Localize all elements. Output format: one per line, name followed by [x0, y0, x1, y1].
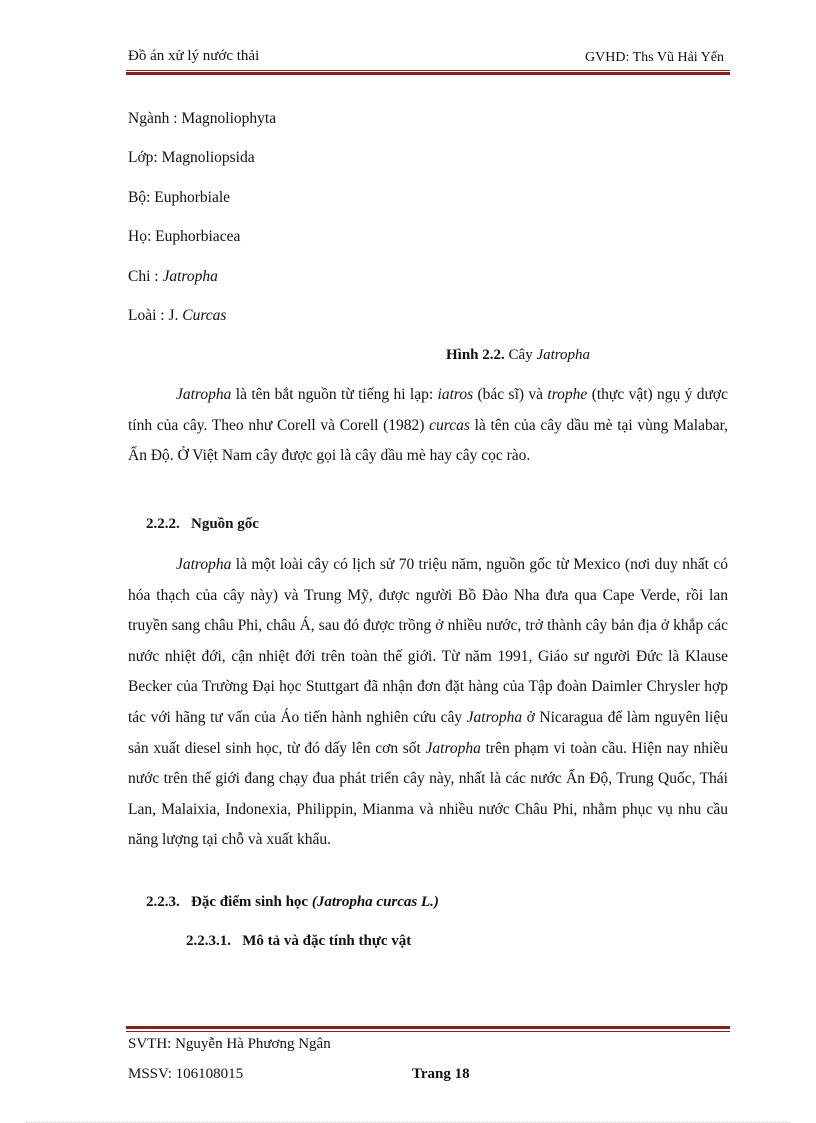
origin-term: Jatropha — [176, 556, 232, 573]
section-heading-223 — [146, 894, 439, 911]
intro-term: trophe — [547, 386, 588, 403]
footer-student-id: MSSV: 106108015 — [128, 1066, 244, 1082]
figure-caption — [446, 347, 590, 364]
header-advisor: GVHD: Ths Vũ Hải Yến — [585, 50, 724, 65]
footer-rule-thin — [126, 1031, 730, 1032]
intro-term: curcas — [429, 416, 470, 434]
figure-caption-label: Hình 2.2. — [446, 347, 505, 363]
taxonomy-family — [128, 228, 240, 246]
origin-text: là một loài cây có lịch sử 70 triệu năm, nguồn gốc từ Mexico (nơi duy nhất có hóa thạch của cây này) và Trung Mỹ, được người Bồ Đào Nha đưa qua Cape Verde, rồi lan truyền sang châu Phi, châu Á, sau đó được trồng ở nhiều nước, trở thành cây bản địa ở khắp các nước nhiệt đới, cận nhiệt đới trên toàn thế giới. Từ năm 1991, Giáo sư người Đức là Klause Becker của Trường Đại học Stuttgart đã nhận đơn đặt hàng của Tập đoàn Daimler Chrysler hợp tác với hãng tư vấn của Áo tiến hành nghiên cứu cây — [128, 556, 728, 726]
intro-text: (thực vật) ngụ ý dược tính của cây. Theo như Corell và Corell (1982) — [128, 386, 728, 434]
footer-student: SVTH: Nguyễn Hà Phương Ngân — [128, 1036, 331, 1052]
section-title: Đặc điểm sinh học — [191, 894, 312, 910]
footer-page-number: Trang 18 — [412, 1066, 470, 1082]
taxonomy-value: Euphorbiale — [154, 189, 231, 206]
taxonomy-genus — [128, 268, 218, 286]
origin-text: ở Nicaragua để làm nguyên liệu sản xuất diesel sinh học, từ đó dấy lên cơn sốt — [128, 708, 728, 757]
origin-term: Jatropha — [425, 739, 481, 757]
taxonomy-label: Bộ: — [128, 189, 155, 206]
taxonomy-order — [128, 189, 230, 207]
taxonomy-value: Magnoliopsida — [161, 149, 255, 166]
section-heading-2231 — [186, 933, 411, 950]
footer-rule-thick — [126, 1026, 730, 1029]
taxonomy-label: Chi : — [128, 268, 163, 285]
taxonomy-phylum — [128, 110, 276, 128]
header-rule-thin — [126, 70, 730, 71]
intro-term: Jatropha — [176, 386, 232, 403]
origin-text: trên phạm vi toàn cầu. Hiện nay nhiều nước trên thế giới đang chạy đua phát triển cây này, nhất là các nước Ấn Độ, Trung Quốc, Thái Lan, Malaixia, Indonexia, Philippin, Mianma và nhiều nước Châu Phi, nhằm phục vụ nhu cầu năng lượng tại chỗ và xuất khẩu. — [128, 739, 728, 849]
figure-caption-italic: Jatropha — [536, 347, 591, 363]
taxonomy-value: Jatropha — [162, 268, 218, 285]
taxonomy-label: Loài : J. — [128, 307, 183, 324]
figure-caption-text: Cây — [504, 347, 537, 363]
taxonomy-value: Curcas — [182, 307, 227, 324]
section-number: 2.2.3. — [146, 894, 180, 910]
section-heading-222 — [146, 516, 259, 533]
intro-text: (bác sĩ) và — [473, 386, 548, 403]
origin-term: Jatropha — [466, 708, 523, 726]
header-rule-thick — [126, 72, 730, 75]
taxonomy-value: Euphorbiacea — [155, 228, 241, 245]
taxonomy-label: Ngành : — [128, 110, 182, 127]
taxonomy-label: Lớp: — [128, 149, 162, 166]
intro-paragraph — [128, 380, 728, 472]
header-title: Đồ án xử lý nước thải — [128, 48, 260, 64]
section-title-italic: (Jatropha curcas L.) — [311, 894, 439, 910]
section-number: 2.2.2. — [146, 516, 180, 532]
taxonomy-class — [128, 149, 255, 167]
intro-term: iatros — [437, 386, 474, 403]
intro-text: là tên bắt nguồn từ tiếng hi lạp: — [231, 386, 438, 403]
section-title: Nguồn gốc — [191, 516, 259, 532]
taxonomy-value: Magnoliophyta — [181, 110, 277, 127]
intro-text: là tên của cây dầu mè tại vùng Malabar, Ấn Độ. Ở Việt Nam cây được gọi là cây dầu mè hay cây cọc rào. — [128, 416, 728, 465]
section-number: 2.2.3.1. — [186, 933, 231, 949]
origin-paragraph — [128, 550, 728, 856]
taxonomy-label: Họ: — [128, 228, 156, 245]
section-title: Mô tả và đặc tính thực vật — [242, 933, 412, 949]
taxonomy-species — [128, 307, 226, 325]
